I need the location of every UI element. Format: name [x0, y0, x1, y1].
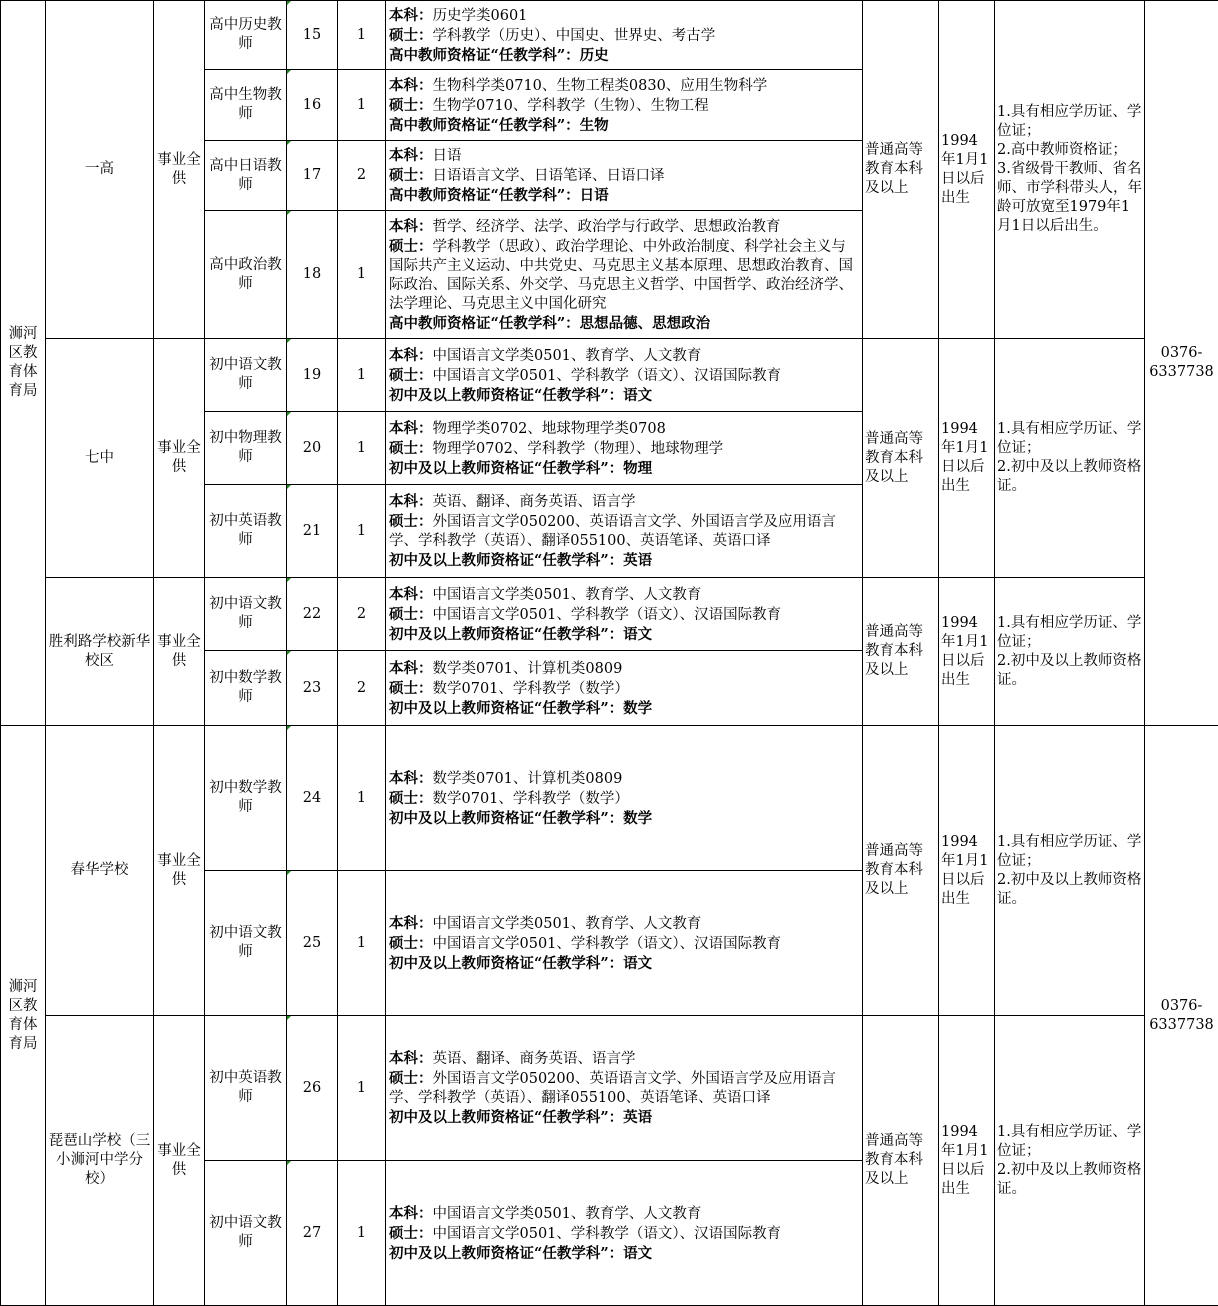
master-line [389, 934, 860, 954]
master-label: 硕士： [389, 513, 433, 530]
post-count-cell: 1 [338, 339, 386, 412]
phone-cell: 0376-6337738 [1145, 1, 1218, 726]
post-count-cell: 2 [338, 578, 386, 651]
master-majors: 中国语言文学0501、学科教学（语文）、汉语国际教育 [433, 368, 782, 384]
post-count-cell: 1 [338, 726, 386, 871]
post-title-cell: 高中历史教师 [205, 1, 287, 70]
table-row [1, 1016, 1218, 1161]
bachelor-label: 本科： [389, 770, 433, 787]
certificate-line: 初中及以上教师资格证“任教学科”：语文 [389, 625, 860, 644]
post-code-cell: 16 [287, 70, 338, 141]
post-count-cell: 2 [338, 651, 386, 726]
major-requirements-cell [386, 651, 863, 726]
school-name-cell: 七中 [46, 339, 154, 578]
post-code-cell: 20 [287, 412, 338, 485]
master-line [389, 512, 860, 551]
bachelor-line [389, 217, 860, 237]
post-count-cell: 1 [338, 1, 386, 70]
bachelor-majors: 中国语言文学类0501、教育学、人文教育 [433, 587, 702, 603]
post-title-cell: 初中英语教师 [205, 485, 287, 578]
post-code-cell: 17 [287, 141, 338, 211]
master-label: 硕士： [389, 790, 433, 807]
condition-item: 1.具有相应学历证、学位证； [997, 420, 1142, 458]
master-label: 硕士： [389, 238, 433, 255]
certificate-line: 初中及以上教师资格证“任教学科”：语文 [389, 386, 860, 405]
bachelor-majors: 英语、翻译、商务英语、语言学 [433, 494, 636, 510]
master-label: 硕士： [389, 367, 433, 384]
condition-item: 1.具有相应学历证、学位证； [997, 103, 1142, 141]
master-label: 硕士： [389, 27, 433, 44]
major-requirements-cell [386, 1, 863, 70]
post-title-cell: 初中语文教师 [205, 339, 287, 412]
major-requirements-cell [386, 412, 863, 485]
age-cell: 1994年1月1日以后出生 [939, 339, 995, 578]
certificate-line: 初中及以上教师资格证“任教学科”：语文 [389, 954, 860, 973]
funding-cell: 事业全供 [154, 578, 205, 726]
condition-item: 2.初中及以上教师资格证。 [997, 871, 1142, 909]
post-title-cell: 初中数学教师 [205, 651, 287, 726]
post-count-cell: 1 [338, 70, 386, 141]
certificate-line: 初中及以上教师资格证“任教学科”：数学 [389, 809, 860, 828]
other-conditions-cell [995, 726, 1145, 1016]
master-label: 硕士： [389, 606, 433, 623]
master-label: 硕士： [389, 1225, 433, 1242]
bachelor-label: 本科： [389, 77, 433, 94]
bachelor-majors: 英语、翻译、商务英语、语言学 [433, 1051, 636, 1067]
condition-item: 2.高中教师资格证； [997, 141, 1142, 160]
phone-cell: 0376-6337738 [1145, 726, 1218, 1306]
other-conditions-cell [995, 1, 1145, 339]
age-cell: 1994年1月1日以后出生 [939, 1016, 995, 1306]
education-cell: 普通高等教育本科及以上 [863, 578, 939, 726]
master-line [389, 166, 860, 186]
post-code-cell: 23 [287, 651, 338, 726]
education-cell: 普通高等教育本科及以上 [863, 726, 939, 1016]
post-title-cell: 初中物理教师 [205, 412, 287, 485]
master-majors: 中国语言文学0501、学科教学（语文）、汉语国际教育 [433, 607, 782, 623]
master-line [389, 679, 860, 699]
table-row [1, 1, 1218, 70]
funding-cell: 事业全供 [154, 1016, 205, 1306]
school-name-cell: 春华学校 [46, 726, 154, 1016]
master-line [389, 1069, 860, 1108]
age-cell: 1994年1月1日以后出生 [939, 578, 995, 726]
bachelor-label: 本科： [389, 347, 433, 364]
table-row [1, 726, 1218, 871]
post-code-cell: 18 [287, 211, 338, 339]
master-majors: 数学0701、学科教学（数学） [433, 791, 629, 807]
master-line [389, 366, 860, 386]
bachelor-label: 本科： [389, 420, 433, 437]
master-majors: 外国语言文学050200、英语语言文学、外国语言学及应用语言学、学科教学（英语）、翻译055100、英语笔译、英语口译 [389, 514, 836, 549]
master-majors: 生物学0710、学科教学（生物）、生物工程 [433, 98, 709, 114]
post-count-cell: 1 [338, 1016, 386, 1161]
master-majors: 中国语言文学0501、学科教学（语文）、汉语国际教育 [433, 1226, 782, 1242]
bachelor-majors: 生物科学类0710、生物工程类0830、应用生物科学 [433, 78, 768, 94]
bachelor-line [389, 76, 860, 96]
major-requirements-cell [386, 1161, 863, 1306]
bachelor-majors: 中国语言文学类0501、教育学、人文教育 [433, 916, 702, 932]
condition-item: 2.初中及以上教师资格证。 [997, 1161, 1142, 1199]
post-title-cell: 初中语文教师 [205, 1161, 287, 1306]
major-requirements-cell [386, 141, 863, 211]
post-count-cell: 1 [338, 485, 386, 578]
post-code-cell: 15 [287, 1, 338, 70]
age-cell: 1994年1月1日以后出生 [939, 726, 995, 1016]
table-row [1, 339, 1218, 412]
post-code-cell: 19 [287, 339, 338, 412]
master-label: 硕士： [389, 440, 433, 457]
post-title-cell: 初中数学教师 [205, 726, 287, 871]
age-cell: 1994年1月1日以后出生 [939, 1, 995, 339]
master-label: 硕士： [389, 680, 433, 697]
major-requirements-cell [386, 70, 863, 141]
bachelor-label: 本科： [389, 1205, 433, 1222]
bachelor-majors: 哲学、经济学、法学、政治学与行政学、思想政治教育 [433, 219, 781, 235]
major-requirements-cell [386, 726, 863, 871]
post-title-cell: 高中政治教师 [205, 211, 287, 339]
unit-cell: 浉河区教育体育局 [1, 1, 46, 726]
condition-item: 1.具有相应学历证、学位证； [997, 614, 1142, 652]
other-conditions-cell [995, 339, 1145, 578]
master-line [389, 439, 860, 459]
school-name-cell: 琵琶山学校（三小浉河中学分校） [46, 1016, 154, 1306]
condition-item: 1.具有相应学历证、学位证； [997, 1123, 1142, 1161]
funding-cell: 事业全供 [154, 1, 205, 339]
major-requirements-cell [386, 339, 863, 412]
bachelor-line [389, 346, 860, 366]
certificate-line: 高中教师资格证“任教学科”：生物 [389, 116, 860, 135]
post-title-cell: 高中生物教师 [205, 70, 287, 141]
master-majors: 中国语言文学0501、学科教学（语文）、汉语国际教育 [433, 936, 782, 952]
master-line [389, 1224, 860, 1244]
master-label: 硕士： [389, 97, 433, 114]
master-majors: 日语语言文学、日语笔译、日语口译 [433, 168, 665, 184]
post-code-cell: 22 [287, 578, 338, 651]
post-title-cell: 初中语文教师 [205, 578, 287, 651]
bachelor-label: 本科： [389, 915, 433, 932]
bachelor-line [389, 492, 860, 512]
bachelor-label: 本科： [389, 660, 433, 677]
post-code-cell: 27 [287, 1161, 338, 1306]
school-name-cell: 一高 [46, 1, 154, 339]
certificate-line: 初中及以上教师资格证“任教学科”：英语 [389, 551, 860, 570]
master-line [389, 789, 860, 809]
post-title-cell: 初中英语教师 [205, 1016, 287, 1161]
major-requirements-cell [386, 578, 863, 651]
master-line [389, 26, 860, 46]
major-requirements-cell [386, 211, 863, 339]
bachelor-majors: 中国语言文学类0501、教育学、人文教育 [433, 1206, 702, 1222]
other-conditions-cell [995, 578, 1145, 726]
bachelor-label: 本科： [389, 218, 433, 235]
post-count-cell: 2 [338, 141, 386, 211]
bachelor-label: 本科： [389, 493, 433, 510]
certificate-line: 高中教师资格证“任教学科”：历史 [389, 46, 860, 65]
education-cell: 普通高等教育本科及以上 [863, 1, 939, 339]
bachelor-line [389, 419, 860, 439]
certificate-line: 初中及以上教师资格证“任教学科”：数学 [389, 699, 860, 718]
master-majors: 外国语言文学050200、英语语言文学、外国语言学及应用语言学、学科教学（英语）、翻译055100、英语笔译、英语口译 [389, 1071, 836, 1106]
master-label: 硕士： [389, 167, 433, 184]
bachelor-line [389, 585, 860, 605]
bachelor-majors: 日语 [433, 148, 462, 164]
master-majors: 数学0701、学科教学（数学） [433, 681, 629, 697]
condition-item: 2.初中及以上教师资格证。 [997, 652, 1142, 690]
bachelor-line [389, 659, 860, 679]
bachelor-majors: 物理学类0702、地球物理学类0708 [433, 421, 666, 437]
post-title-cell: 初中语文教师 [205, 871, 287, 1016]
bachelor-line [389, 769, 860, 789]
certificate-line: 高中教师资格证“任教学科”：思想品德、思想政治 [389, 314, 860, 333]
condition-item: 2.初中及以上教师资格证。 [997, 458, 1142, 496]
master-line [389, 237, 860, 314]
bachelor-label: 本科： [389, 7, 433, 24]
post-count-cell: 1 [338, 1161, 386, 1306]
master-line [389, 605, 860, 625]
bachelor-line [389, 914, 860, 934]
major-requirements-cell [386, 485, 863, 578]
other-conditions-cell [995, 1016, 1145, 1306]
post-code-cell: 26 [287, 1016, 338, 1161]
school-name-cell: 胜利路学校新华校区 [46, 578, 154, 726]
master-line [389, 96, 860, 116]
bachelor-majors: 中国语言文学类0501、教育学、人文教育 [433, 348, 702, 364]
post-code-cell: 24 [287, 726, 338, 871]
bachelor-line [389, 1049, 860, 1069]
bachelor-line [389, 146, 860, 166]
master-label: 硕士： [389, 935, 433, 952]
major-requirements-cell [386, 1016, 863, 1161]
post-code-cell: 25 [287, 871, 338, 1016]
bachelor-label: 本科： [389, 1050, 433, 1067]
education-cell: 普通高等教育本科及以上 [863, 1016, 939, 1306]
major-requirements-cell [386, 871, 863, 1016]
bachelor-line [389, 6, 860, 26]
unit-cell: 浉河区教育体育局 [1, 726, 46, 1306]
certificate-line: 高中教师资格证“任教学科”：日语 [389, 186, 860, 205]
funding-cell: 事业全供 [154, 339, 205, 578]
bachelor-majors: 数学类0701、计算机类0809 [433, 771, 623, 787]
bachelor-majors: 数学类0701、计算机类0809 [433, 661, 623, 677]
condition-item: 3.省级骨干教师、省名师、市学科带头人，年龄可放宽至1979年1月1日以后出生。 [997, 160, 1142, 236]
bachelor-line [389, 1204, 860, 1224]
bachelor-label: 本科： [389, 586, 433, 603]
master-majors: 学科教学（历史）、中国史、世界史、考古学 [433, 28, 716, 44]
master-majors: 物理学0702、学科教学（物理）、地球物理学 [433, 441, 724, 457]
funding-cell: 事业全供 [154, 726, 205, 1016]
post-count-cell: 1 [338, 871, 386, 1016]
master-label: 硕士： [389, 1070, 433, 1087]
bachelor-label: 本科： [389, 147, 433, 164]
post-count-cell: 1 [338, 211, 386, 339]
education-cell: 普通高等教育本科及以上 [863, 339, 939, 578]
bachelor-majors: 历史学类0601 [433, 8, 528, 24]
certificate-line: 初中及以上教师资格证“任教学科”：物理 [389, 459, 860, 478]
post-count-cell: 1 [338, 412, 386, 485]
certificate-line: 初中及以上教师资格证“任教学科”：语文 [389, 1244, 860, 1263]
condition-item: 1.具有相应学历证、学位证； [997, 833, 1142, 871]
post-code-cell: 21 [287, 485, 338, 578]
post-title-cell: 高中日语教师 [205, 141, 287, 211]
certificate-line: 初中及以上教师资格证“任教学科”：英语 [389, 1108, 860, 1127]
master-majors: 学科教学（思政）、政治学理论、中外政治制度、科学社会主义与国际共产主义运动、中共党史、马克思主义基本原理、思想政治教育、国际政治、国际关系、外交学、马克思主义哲学、中国哲学、政治经济学、法学理论、马克思主义中国化研究 [389, 239, 853, 312]
table-row [1, 578, 1218, 651]
